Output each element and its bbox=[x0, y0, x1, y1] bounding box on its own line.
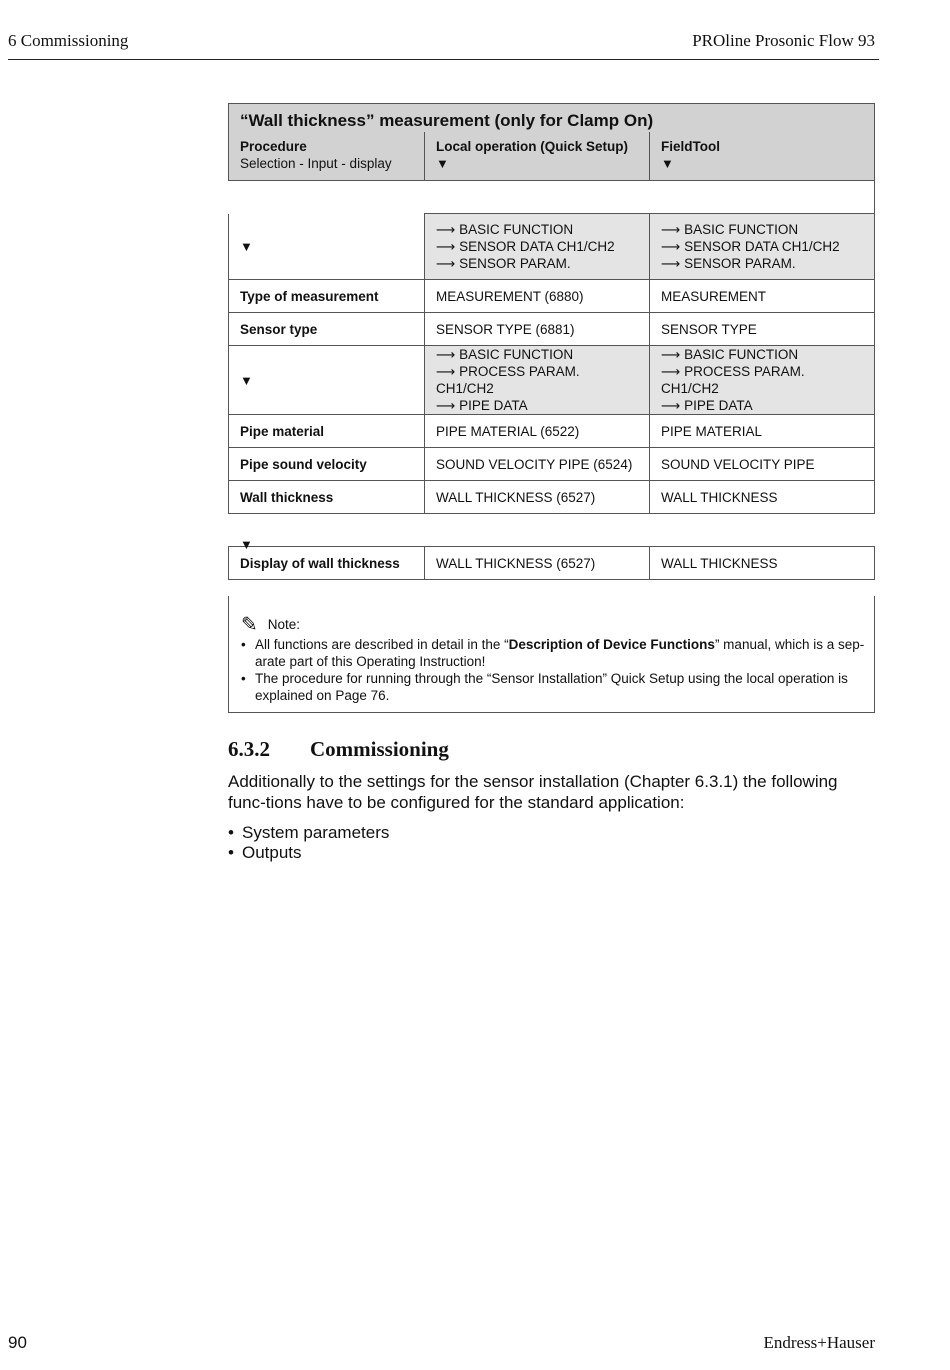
column-header-local bbox=[425, 132, 650, 181]
fieldtool-function-cell: MEASUREMENT bbox=[650, 280, 875, 313]
bullet-list bbox=[228, 823, 389, 863]
row-label: Display of wall thickness bbox=[229, 547, 425, 580]
note-box bbox=[228, 596, 875, 713]
local-operation-label: Local operation (Quick Setup) bbox=[436, 139, 629, 154]
local-function-cell: SOUND VELOCITY PIPE (6524) bbox=[425, 448, 650, 481]
note-text: All functions are described in detail in the “ bbox=[255, 637, 509, 652]
path-step: ⟶ SENSOR PARAM. bbox=[661, 256, 796, 271]
section-number: 6.3.2 bbox=[228, 737, 270, 761]
fieldtool-label: FieldTool bbox=[661, 139, 720, 154]
row-label: Type of measurement bbox=[229, 280, 425, 313]
procedure-label: Procedure bbox=[240, 139, 307, 154]
path-step: ⟶ BASIC FUNCTION bbox=[436, 222, 574, 237]
path-arrow-cell bbox=[229, 214, 425, 280]
table-row bbox=[229, 313, 875, 346]
list-item: • Outputs bbox=[228, 843, 389, 863]
row-label: Pipe sound velocity bbox=[229, 448, 425, 481]
table-header-row bbox=[229, 132, 875, 181]
header-divider bbox=[8, 59, 879, 60]
down-triangle-icon: ▼ bbox=[240, 372, 253, 388]
menu-path-row-sensor bbox=[229, 214, 875, 280]
fieldtool-function-cell: SENSOR TYPE bbox=[650, 313, 875, 346]
note-list bbox=[241, 636, 865, 704]
procedure-sublabel: Selection - Input - display bbox=[240, 156, 392, 171]
row-label: Wall thickness bbox=[229, 481, 425, 514]
table-row bbox=[229, 448, 875, 481]
path-arrow-cell bbox=[229, 346, 425, 415]
list-item: • The procedure for running through the “Sensor Installation” Quick Setup using the local operation is explained on Page 76. bbox=[241, 670, 865, 704]
path-step: ⟶ PROCESS PARAM. CH1/CH2 bbox=[661, 364, 805, 396]
pencil-icon: ✎ bbox=[241, 614, 258, 636]
path-step: ⟶ BASIC FUNCTION bbox=[661, 347, 799, 362]
header-section-title: 6 Commissioning bbox=[8, 31, 129, 50]
down-triangle-icon: ▼ bbox=[240, 537, 253, 552]
fieldtool-function-cell: SOUND VELOCITY PIPE bbox=[650, 448, 875, 481]
fieldtool-path-cell bbox=[650, 214, 875, 280]
down-triangle-icon: ▼ bbox=[240, 238, 253, 254]
local-function-cell: PIPE MATERIAL (6522) bbox=[425, 415, 650, 448]
path-step: ⟶ SENSOR PARAM. bbox=[436, 256, 571, 271]
path-step: ⟶ BASIC FUNCTION bbox=[661, 222, 799, 237]
fieldtool-function-cell: WALL THICKNESS bbox=[650, 547, 875, 580]
display-row bbox=[229, 547, 875, 580]
menu-path-row-pipe bbox=[229, 346, 875, 415]
table-title: “Wall thickness” measurement (only for Clamp On) bbox=[229, 104, 875, 133]
spacer-cell bbox=[229, 181, 425, 214]
header-product-name: PROline Prosonic Flow 93 bbox=[692, 31, 875, 50]
fieldtool-function-cell: PIPE MATERIAL bbox=[650, 415, 875, 448]
spacer-cell bbox=[229, 514, 875, 547]
list-item: • System parameters bbox=[228, 823, 389, 843]
local-function-cell: WALL THICKNESS (6527) bbox=[425, 547, 650, 580]
row-label: Pipe material bbox=[229, 415, 425, 448]
manual-title: Description of Device Functions bbox=[508, 637, 715, 652]
fieldtool-function-cell: WALL THICKNESS bbox=[650, 481, 875, 514]
local-function-cell: SENSOR TYPE (6881) bbox=[425, 313, 650, 346]
path-step: ⟶ SENSOR DATA CH1/CH2 bbox=[436, 239, 615, 254]
wall-thickness-quick-setup-table bbox=[228, 103, 875, 580]
note-text: ” manual, which is a sep-arate part of this Operating Instruction! bbox=[255, 637, 865, 669]
section-title: Commissioning bbox=[310, 737, 449, 761]
table-row bbox=[229, 280, 875, 313]
page-number: 90 bbox=[8, 1333, 27, 1352]
brand-name: Endress+Hauser bbox=[763, 1333, 875, 1352]
fieldtool-path-cell bbox=[650, 346, 875, 415]
local-function-cell: MEASUREMENT (6880) bbox=[425, 280, 650, 313]
path-step: ⟶ PIPE DATA bbox=[661, 398, 753, 413]
table-row bbox=[229, 481, 875, 514]
down-triangle-icon: ▼ bbox=[661, 156, 674, 171]
body-paragraph: Additionally to the settings for the sensor installation (Chapter 6.3.1) the following func-tions have to be configured for the standard application: bbox=[228, 772, 838, 812]
local-path-cell bbox=[425, 214, 650, 280]
local-path-cell bbox=[425, 346, 650, 415]
spacer-cell bbox=[425, 181, 875, 214]
between-row bbox=[229, 514, 875, 547]
column-header-fieldtool bbox=[650, 132, 875, 181]
down-triangle-icon: ▼ bbox=[436, 156, 449, 171]
local-function-cell: WALL THICKNESS (6527) bbox=[425, 481, 650, 514]
column-header-procedure bbox=[229, 132, 425, 181]
table-row bbox=[229, 415, 875, 448]
spacer-row bbox=[229, 181, 875, 214]
row-label: Sensor type bbox=[229, 313, 425, 346]
path-step: ⟶ BASIC FUNCTION bbox=[436, 347, 574, 362]
note-label: Note: bbox=[267, 617, 301, 632]
section-heading bbox=[228, 737, 449, 762]
path-step: ⟶ SENSOR DATA CH1/CH2 bbox=[661, 239, 840, 254]
path-step: ⟶ PROCESS PARAM. CH1/CH2 bbox=[436, 364, 580, 396]
table-title-row bbox=[229, 104, 875, 133]
list-item bbox=[241, 636, 865, 670]
path-step: ⟶ PIPE DATA bbox=[436, 398, 528, 413]
note-heading bbox=[241, 616, 300, 634]
